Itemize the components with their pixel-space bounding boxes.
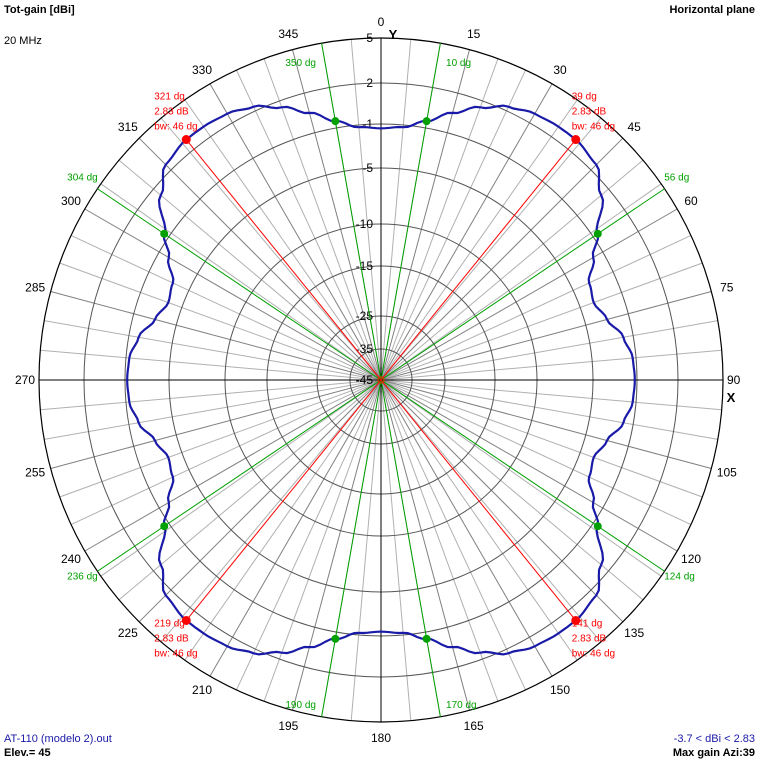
major-spoke (292, 50, 381, 380)
halfpower-point (594, 522, 602, 530)
minor-spoke (351, 39, 381, 380)
halfpower-point (160, 230, 168, 238)
ring-value-label: -15 (355, 259, 373, 273)
angle-tick-label: 330 (191, 62, 213, 77)
halfpower-line (381, 380, 665, 571)
angle-tick-label: 75 (720, 280, 734, 295)
angle-tick-label: 240 (60, 552, 81, 566)
max-gain-line (186, 380, 381, 620)
max-gain-point (571, 135, 580, 144)
max-gain-value-label: 2.83 dB (571, 633, 607, 645)
minor-spoke (40, 350, 381, 380)
halfpower-point (594, 230, 602, 238)
halfpower-line (97, 380, 381, 571)
max-gain-azimuth-label: 219 dg (154, 618, 185, 630)
major-spoke (51, 291, 381, 380)
minor-spoke (381, 39, 411, 380)
angle-tick-label: 210 (191, 683, 213, 698)
max-gain-line (381, 140, 576, 380)
halfpower-label: 350 dg (285, 58, 316, 69)
max-gain-label: Max gain Azi:39 (672, 747, 755, 759)
max-gain-value-label: 2.83 dB (571, 106, 607, 118)
ring-value-label: -10 (355, 217, 373, 231)
minor-spoke (381, 380, 411, 721)
file-name: AT-110 (modelo 2).out (4, 733, 112, 745)
angle-tick-label: 30 (553, 62, 567, 77)
angle-tick-label: 225 (117, 626, 138, 641)
halfpower-label: 304 dg (67, 172, 98, 184)
minor-spoke (40, 380, 381, 410)
halfpower-label: 170 dg (446, 700, 477, 711)
halfpower-line (381, 189, 665, 380)
beamwidth-label: bw: 46 dg (571, 648, 616, 660)
angle-tick-label: 315 (117, 119, 138, 134)
angle-tick-label: 45 (627, 119, 641, 134)
angle-tick-label: 15 (466, 27, 481, 42)
ring-value-label: -1 (362, 117, 373, 131)
halfpower-line (97, 189, 381, 380)
ring-value-label: -25 (355, 309, 373, 323)
halfpower-point (160, 522, 168, 530)
elevation-label: Elev.= 45 (4, 747, 51, 759)
halfpower-label: 56 dg (664, 172, 690, 184)
ring-value-label: -5 (362, 161, 373, 175)
plane-label: Horizontal plane (669, 4, 755, 16)
ring-value-label: 5 (366, 31, 373, 45)
halfpower-label: 124 dg (664, 571, 695, 583)
beamwidth-label: bw: 46 dg (154, 121, 198, 133)
minor-spoke (60, 380, 381, 497)
halfpower-point (331, 117, 339, 125)
max-gain-value-label: 2.83 dB (154, 633, 189, 645)
angle-tick-label: 60 (684, 194, 698, 208)
major-spoke (381, 50, 470, 380)
angle-tick-label: 285 (25, 280, 46, 295)
angle-tick-label: 165 (463, 718, 484, 733)
minor-spoke (381, 350, 722, 380)
halfpower-label: 236 dg (67, 571, 98, 583)
angle-tick-label: 270 (14, 373, 35, 387)
minor-spoke (381, 263, 702, 380)
y-axis-label: Y (388, 27, 398, 42)
max-gain-azimuth-label: 39 dg (571, 91, 597, 103)
x-axis-label: X (726, 390, 736, 405)
major-spoke (292, 380, 381, 710)
max-gain-line (186, 140, 381, 380)
minor-spoke (381, 380, 702, 497)
angle-tick-label: 105 (716, 465, 737, 480)
angle-tick-label: 345 (278, 27, 299, 42)
angle-tick-label: 120 (681, 552, 702, 566)
max-gain-azimuth-label: 321 dg (154, 91, 185, 103)
major-spoke (381, 380, 470, 710)
minor-spoke (351, 380, 381, 721)
minor-spoke (381, 380, 722, 410)
max-gain-azimuth-label: 141 dg (571, 618, 603, 630)
beamwidth-label: bw: 46 dg (571, 121, 616, 133)
angle-tick-label: 300 (60, 194, 81, 208)
angle-tick-label: 150 (549, 683, 571, 698)
beamwidth-label: bw: 46 dg (154, 648, 198, 660)
ring-value-label: -45 (355, 373, 373, 387)
max-gain-line (381, 380, 576, 620)
angle-tick-label: 195 (278, 718, 299, 733)
major-spoke (381, 380, 711, 469)
major-spoke (51, 380, 381, 469)
max-gain-point (182, 135, 191, 144)
halfpower-point (423, 117, 431, 125)
angle-tick-label: 255 (25, 465, 46, 480)
angle-tick-label: 90 (727, 373, 741, 387)
major-spoke (381, 291, 711, 380)
angle-tick-label: 135 (624, 626, 645, 641)
chart-title: Tot-gain [dBi] (4, 4, 75, 16)
halfpower-label: 10 dg (446, 58, 472, 69)
angle-tick-label: 180 (370, 731, 392, 745)
ring-value-label: -35 (355, 342, 373, 356)
gain-range-label: -3.7 < dBi < 2.83 (673, 733, 755, 745)
frequency-label: 20 MHz (4, 35, 42, 47)
ring-value-label: 2 (366, 76, 373, 90)
angle-tick-label: 0 (377, 15, 385, 29)
halfpower-label: 190 dg (285, 700, 316, 711)
minor-spoke (60, 263, 381, 380)
max-gain-value-label: 2.83 dB (154, 106, 189, 118)
halfpower-point (331, 635, 339, 643)
halfpower-point (423, 635, 431, 643)
